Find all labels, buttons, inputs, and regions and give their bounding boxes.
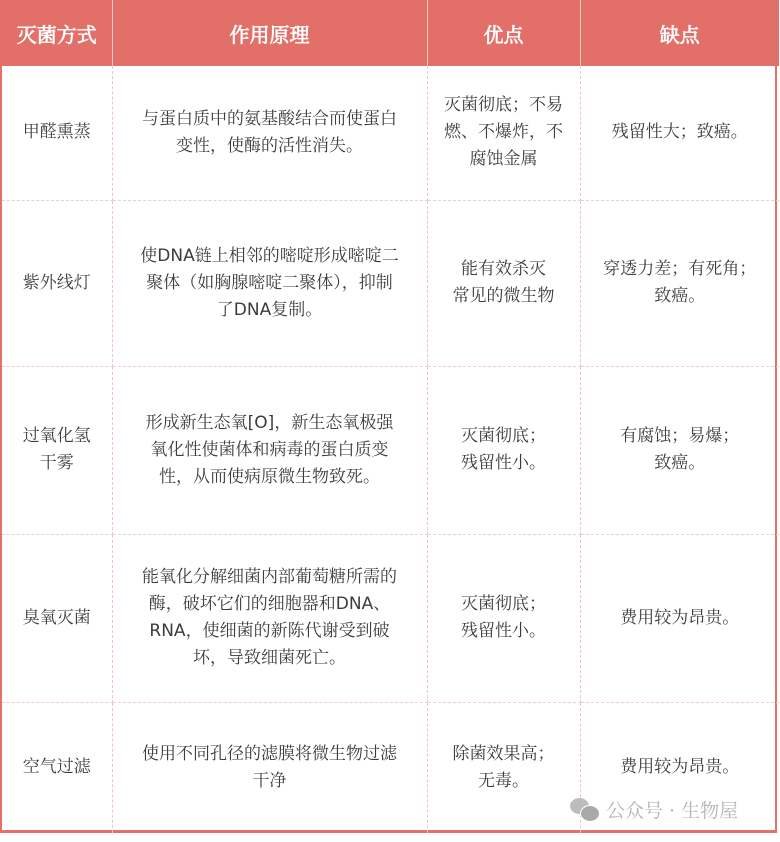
- cell-cons: 残留性大；致癌。: [580, 66, 779, 200]
- header-method: 灭菌方式: [2, 0, 112, 66]
- header-cons: 缺点: [580, 0, 779, 66]
- watermark-text: 公众号 · 生物屋: [606, 800, 739, 822]
- header-pros: 优点: [427, 0, 580, 66]
- cell-cons: 穿透力差；有死角； 致癌。: [580, 200, 779, 366]
- cell-pros: 能有效杀灭 常见的微生物: [427, 200, 580, 366]
- cell-method: 甲醛熏蒸: [2, 66, 112, 200]
- cell-method: 臭氧灭菌: [2, 534, 112, 702]
- table-row: [2, 66, 779, 200]
- cell-cons: 费用较为昂贵。: [580, 534, 779, 702]
- cell-pros: 除菌效果高； 无毒。: [427, 702, 580, 833]
- cell-pros: 灭菌彻底； 残留性小。: [427, 366, 580, 534]
- cell-principle: 使DNA链上相邻的嘧啶形成嘧啶二 聚体（如胸腺嘧啶二聚体），抑制 了DNA复制。: [112, 200, 427, 366]
- header-principle: 作用原理: [112, 0, 427, 66]
- cell-method: 空气过滤: [2, 702, 112, 833]
- table-row: [2, 200, 779, 366]
- cell-cons: 费用较为昂贵。: [620, 757, 740, 778]
- watermark: [570, 796, 738, 823]
- cell-pros: 灭菌彻底；不易 燃、不爆炸，不 腐蚀金属: [427, 66, 580, 200]
- cell-principle: 与蛋白质中的氨基酸结合而使蛋白 变性，使酶的活性消失。: [112, 66, 427, 200]
- cell-principle: 使用不同孔径的滤膜将微生物过滤 干净: [112, 702, 427, 833]
- table-row: [2, 366, 779, 534]
- cell-principle: 能氧化分解细菌内部葡萄糖所需的 酶，破坏它们的细胞器和DNA、 RNA，使细菌的新陈代谢受到破 坏，导致细菌死亡。: [112, 534, 427, 702]
- wechat-icon: [570, 798, 600, 822]
- table-header-row: [2, 0, 779, 66]
- cell-principle: 形成新生态氧[O]，新生态氧极强 氧化性使菌体和病毒的蛋白质变 性，从而使病原微生物致死。: [112, 366, 427, 534]
- cell-pros: 灭菌彻底； 残留性小。: [427, 534, 580, 702]
- table-row: [2, 534, 779, 702]
- cell-method: 过氧化氢 干雾: [2, 366, 112, 534]
- cell-method: 紫外线灯: [2, 200, 112, 366]
- cell-cons: 有腐蚀；易爆； 致癌。: [580, 366, 779, 534]
- sterilization-comparison-table: [2, 0, 779, 833]
